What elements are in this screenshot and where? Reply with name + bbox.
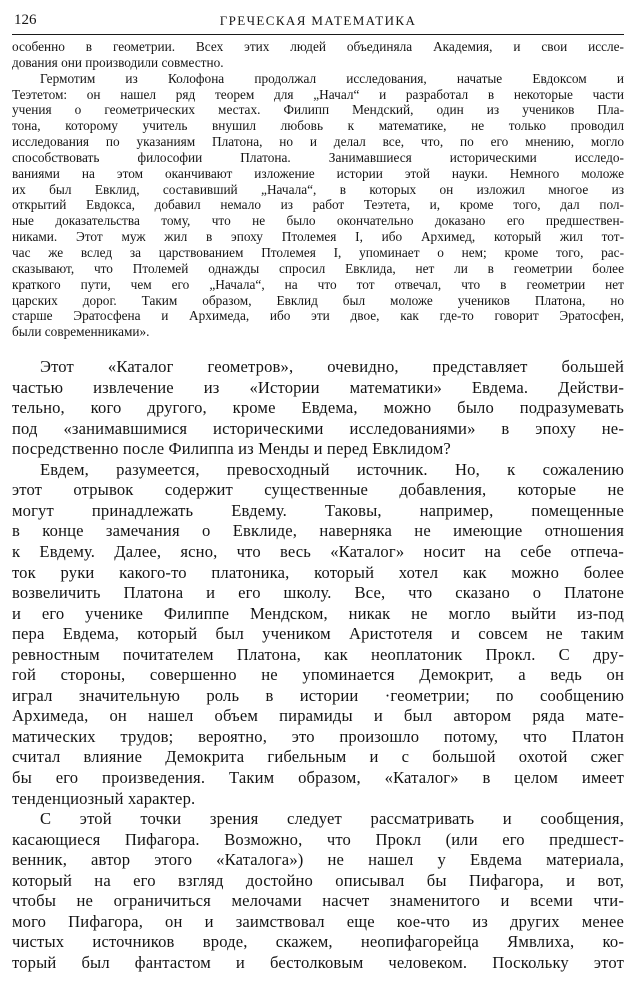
body-line: Этот «Каталог геометров», очевидно, представляет большей xyxy=(40,357,624,377)
quote-line: исследования по указаниям Платона, но и делал все, что, по его мнению, могло xyxy=(12,134,624,150)
page-number: 126 xyxy=(14,12,37,28)
quote-line: ные доказательства тому, что не было окончательно доказано его предшествен- xyxy=(12,213,624,229)
quote-line: открытий Евдокса, добавил немало из работ Теэтета, и, кроме того, дал пол- xyxy=(12,197,624,213)
quote-line: ваниями на этом оканчивают изложение истории этой науки. Немного моложе xyxy=(12,165,624,181)
body-line: возвеличить Платона и его школу. Все, что сказано о Платоне xyxy=(12,583,624,603)
body-line: считал влияние Демокрита гибельным и с большой охотой сжег xyxy=(12,747,624,767)
body-line: Архимеда, он нашел объем пирамиды и был автором ряда мате- xyxy=(12,706,624,726)
body-line: торый был фантастом и бестолковым человеком. Поскольку этот xyxy=(12,952,624,972)
quote-line: учения о геометрических местах. Филипп Мендский, один из учеников Пла- xyxy=(12,102,624,118)
body-line: который на его взгляд достойно описывал бы Пифагора, и вот, xyxy=(12,870,624,890)
body-line: чистых источников вроде, скажем, неопифагорейца Ямвлиха, ко- xyxy=(12,932,624,952)
quote-line: дования они производили совместно. xyxy=(12,54,224,70)
body-line: в конце замечания о Евклиде, наверняка не имеющие отношения xyxy=(12,521,624,541)
quote-line: способствовать философии Платона. Занимавшиеся историческими исследо- xyxy=(12,149,624,165)
body-line: и его ученике Филиппе Мендском, никак не могло выйти из-под xyxy=(12,603,624,623)
quote-line: никами. Этот муж жил в эпоху Птолемея I, ибо Архимед, который жил тот- xyxy=(12,229,624,245)
body-line: гой стороны, совершенно не упоминается Демокрит, а ведь он xyxy=(12,665,624,685)
body-line: пера Евдема, который был учеником Аристотеля и совсем не таким xyxy=(12,624,624,644)
body-line: касающиеся Пифагора. Возможно, что Прокл (или его предшест- xyxy=(12,829,624,849)
body-line: играл значительную роль в истории ·геометрии; по сообщению xyxy=(12,685,624,705)
body-line: тенденциозный характер. xyxy=(12,788,196,808)
body-line: С этой точки зрения следует рассматривать и сообщения, xyxy=(40,809,624,829)
quote-line: царских дорог. Таким образом, Евклид был моложе учеников Платона, но xyxy=(12,292,624,308)
quote-line: их был Евклид, составивший „Начала“, в которых он изложил многое из xyxy=(12,181,624,197)
body-line: под «занимавшимися историческими исследованиями» в эпоху не- xyxy=(12,418,624,438)
body-line: венник, автор этого «Каталога») не нашел у Евдема материала, xyxy=(12,850,624,870)
book-page xyxy=(12,10,624,973)
body-line: тельно, кого другого, кроме Евдема, можно было подразумевать xyxy=(12,398,624,418)
quote-line: краткого пути, чем его „Начала“, на что тот отвечал, что в геометрии нет xyxy=(12,276,624,292)
body-line: Евдем, разумеется, превосходный источник. Но, к сожалению xyxy=(40,459,624,479)
body-line: посредственно после Филиппа из Менды и перед Евклидом? xyxy=(12,439,451,459)
quoted-catalog-excerpt xyxy=(12,39,624,340)
running-title: ГРЕЧЕСКАЯ МАТЕМАТИКА xyxy=(219,13,417,28)
body-line: могут принадлежать Евдему. Таковы, например, помещенные xyxy=(12,500,624,520)
quote-line: тона, которому учитель внушил любовь к математике, не только проводил xyxy=(12,118,624,134)
quote-line: были современниками». xyxy=(12,324,150,340)
quote-line: час же вслед за царствованием Птолемея I, упоминает о нем; кроме того, рас- xyxy=(12,244,624,260)
quote-line: Теэтетом: он нашел ряд теорем для „Начал“ и разработал в некоторые части xyxy=(12,86,624,102)
running-head xyxy=(12,10,624,35)
body-line: матических трудов; вероятно, это произошло потому, что Платон xyxy=(12,726,624,746)
body-line: мого Пифагора, он и заимствовал еще кое-что из других менее xyxy=(12,911,624,931)
quote-line: старше Эратосфена и Архимеда, ибо эти двое, как где-то говорит Эратосфен, xyxy=(12,308,624,324)
quote-line: особенно в геометрии. Всех этих людей объединяла Академия, и свои иссле- xyxy=(12,39,624,54)
quote-line: сказывают, что Птолемей однажды спросил Евклида, нет ли в геометрии более xyxy=(12,260,624,276)
body-line: к Евдему. Далее, ясно, что весь «Каталог» носит на себе отпеча- xyxy=(12,541,624,561)
body-line: чтобы не ограничиться мелочами насчет знаменитого и всеми чти- xyxy=(12,891,624,911)
body-line: этот отрывок содержит существенные добавления, которые не xyxy=(12,480,624,500)
body-line: ток руки какого-то платоника, который хотел как можно более xyxy=(12,562,624,582)
body-line: ревностным почитателем Платона, как неоплатоник Прокл. С дру- xyxy=(12,644,624,664)
quote-line: Гермотим из Колофона продолжал исследования, начатые Евдоксом и xyxy=(40,70,624,86)
body-line: частью извлечение из «Истории математики» Евдема. Действи- xyxy=(12,377,624,397)
body-line: бы его произведения. Таким образом, «Каталог» в целом имеет xyxy=(12,767,624,787)
main-text xyxy=(12,357,624,973)
